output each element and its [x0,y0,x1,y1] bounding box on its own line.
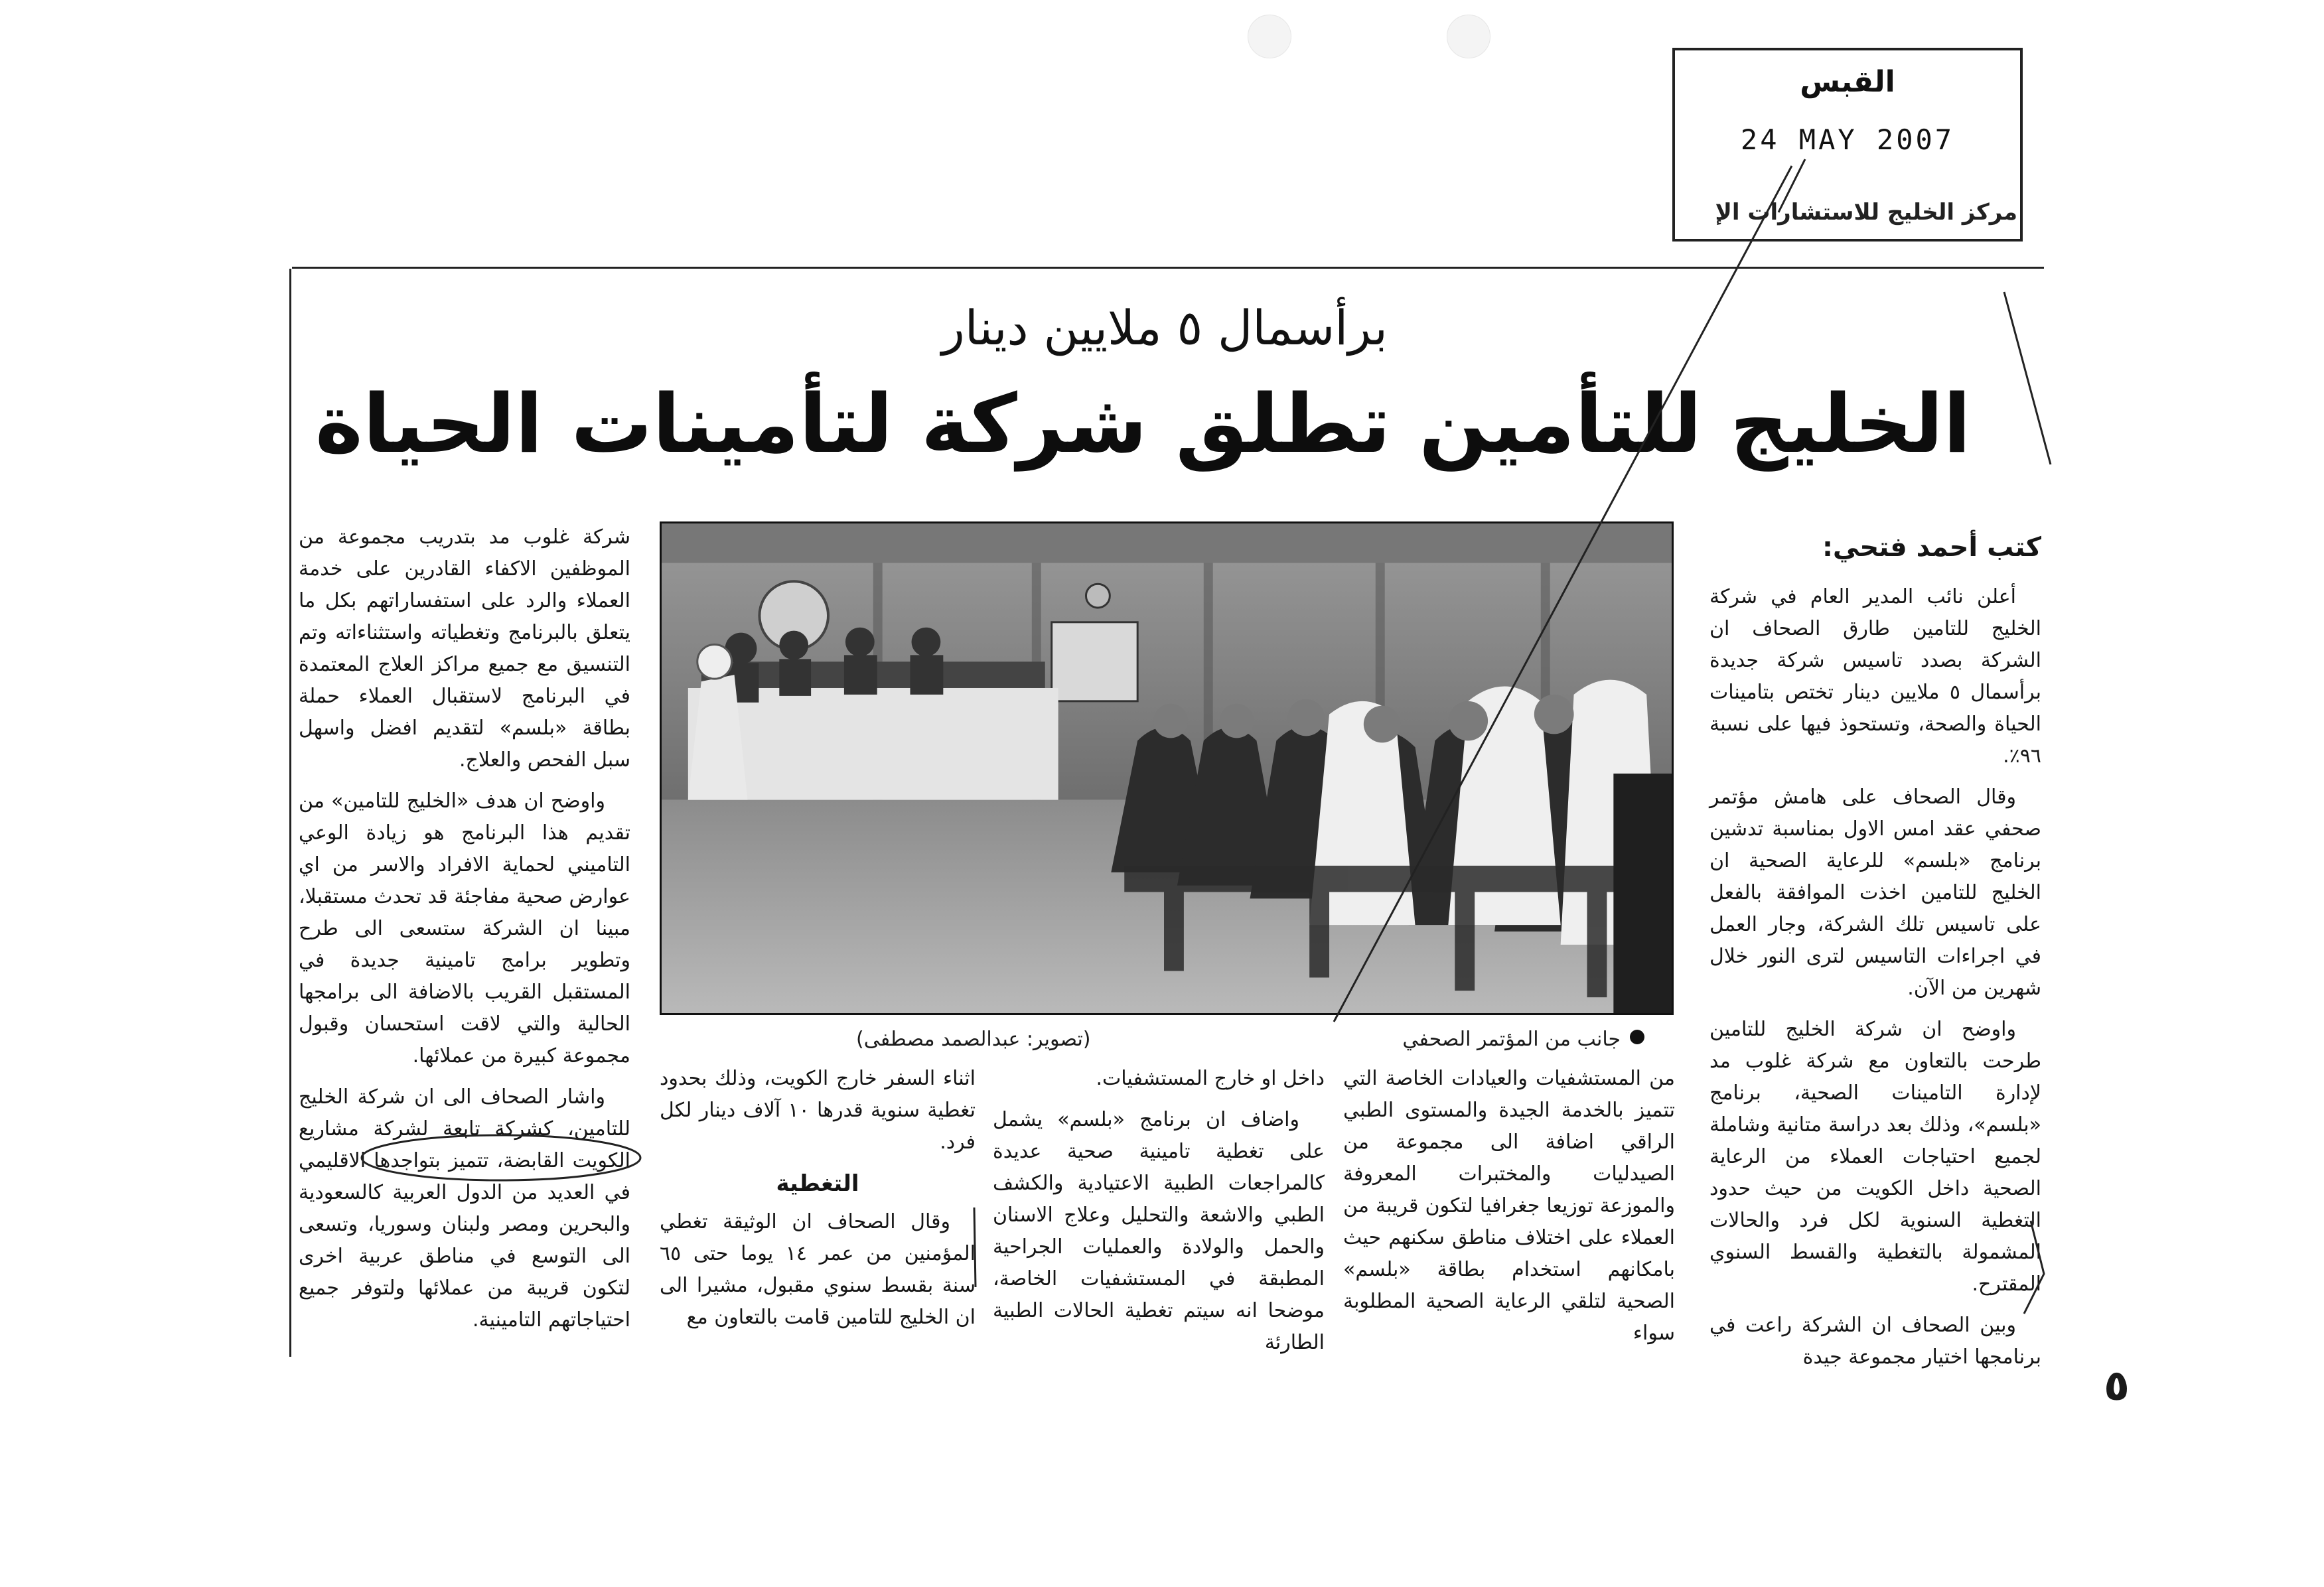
caption-bullet [1630,1030,1644,1044]
paragraph: وقال الصحاف على هامش مؤتمر صحفي عقد امس الاول بمناسبة تدشين برنامج «بلسم» للرعاية الصحية ان الخليج للتامين اخذت الموافقة بالفعل على تاسيس تلك الشركة، وجار العمل في اجراءات التاسيس لترى النور خلال شهرين من الآن. [1709,786,2041,1000]
paragraph: واشار الصحاف الى ان شركة الخليج للتامين، كشركة تابعة لشركة مشاريع الكويت القابضة، تتميز بتواجدها الاقليمي في العديد من الدول العربية كالسعودية والبحرين ومصر ولبنان وسوريا، وتسعى الى التوسع في مناطق عربية اخرى لتكون قريبة من عملائها ولتوفر جميع احتياجاتهم التامينية. [299,1085,630,1332]
paragraph: داخل او خارج المستشفيات. [1096,1067,1325,1090]
paragraph: واضاف ان برنامج «بلسم» يشمل على تغطية تامينية صحية عديدة كالمراجعات الطبية الاعتيادية والكشف الطبي والاشعة والتحليل وعلاج الاسنان والحمل والولادة والعمليات الجراحية المطبقة في المستشفيات الخاصة، موضحا انه سيتم تغطية الحالات الطبية الطارئة [993,1108,1325,1354]
punch-hole [1248,15,1291,58]
paragraph: اثناء السفر خارج الكويت، وذلك بحدود تغطية سنوية قدرها ١٠ آلاف دينار لكل فرد. [660,1067,976,1154]
photo-credit: (تصوير: عبدالصمد مصطفى) [856,1028,1091,1051]
newspaper-logo: القبس [1800,65,1895,99]
headline: الخليج للتأمين تطلق شركة لتأمينات الحياة [315,377,1971,471]
paragraph: أعلن نائب المدير العام في شركة الخليج للتامين طارق الصحاف ان الشركة بصدد تاسيس شركة جديدة برأسمال ٥ ملايين دينار تختص بتامينات الحياة والصحة، وتستحوذ فيها على نسبة ٩٦٪. [1709,585,2041,768]
press-conference-photo [660,521,1674,1015]
paragraph: وقال الصحاف ان الوثيقة تغطي المؤمنين من عمر ١٤ يوما حتى ٦٥ سنة بقسط سنوي مقبول، مشيرا الى ان الخليج للتامين قامت بالتعاون مع [660,1210,976,1329]
left-border [289,269,291,1357]
column-2 [1343,1063,1675,1349]
paragraph: واوضح ان هدف «الخليج للتامين» من تقديم هذا البرنامج هو زيادة الوعي التاميني لحماية الافراد والاسر من اي عوارض صحية مفاجئة قد تحدث مستقبلا، مبينا ان الشركة ستسعى الى طرح وتطوير برامج تامينية جديدة في المستقبل القريب بالاضافة الى برامجها الحالية والتي لاقت استحسان وقبول مجموعة كبيرة من عملائها. [299,790,630,1068]
photo-caption: جانب من المؤتمر الصحفي [1402,1028,1621,1051]
paragraph: وبين الصحاف ان الشركة راعت في برنامجها اختيار مجموعة جيدة [1709,1314,2041,1369]
stamp-date: 24 MAY 2007 [1740,123,1955,156]
page-number: ٥ [2104,1361,2130,1411]
punch-hole [1447,15,1490,58]
coverage-heading: التغطية [776,1170,859,1197]
byline: كتب أحمد فتحي: [1822,532,2041,563]
column-5 [299,521,630,1336]
subheadline: برأسمال ٥ ملايين دينار [942,300,1388,356]
stamp-organization: مركز الخليج للاستشارات الإ [1715,199,2017,226]
column-4 [660,1063,976,1334]
paragraph: من المستشفيات والعيادات الخاصة التي تتميز بالخدمة الجيدة والمستوى الطبي الراقي اضافة الى مجموعة من الصيدليات والمختبرات المعروفة والموزعة توزيعا جغرافيا لتكون قريبة من العملاء على اختلاف مناطق سكنهم حيث بامكانهم استخدام بطاقة «بلسم» الصحية لتلقي الرعاية الصحية المطلوبة سواء [1343,1067,1675,1345]
paragraph: شركة غلوب مد بتدريب مجموعة من الموظفين الاكفاء القادرين على خدمة العملاء والرد على استفساراتهم بكل ما يتعلق بالبرنامج وتغطياته واستثناءاته وتم التنسيق مع جميع مراكز العلاج المعتمدة في البرنامج لاستقبال العملاء حملة بطاقة «بلسم» لتقديم افضل واسهل سبل الفحص والعلاج. [299,525,630,772]
column-1 [1709,532,2041,1373]
paragraph: واوضح ان شركة الخليج للتامين طرحت بالتعاون مع شركة غلوب مد لإدارة التامينات الصحية، برنامج «بلسم»، وذلك بعد دراسة متانية وشاملة لجميع احتياجات العملاء من الرعاية الصحية داخل الكويت من حيث حدود التغطية السنوية لكل فرد والحالات المشمولة بالتغطية والقسط السنوي المقترح. [1709,1018,2041,1296]
column-3 [993,1063,1325,1359]
top-rule [292,267,2044,269]
